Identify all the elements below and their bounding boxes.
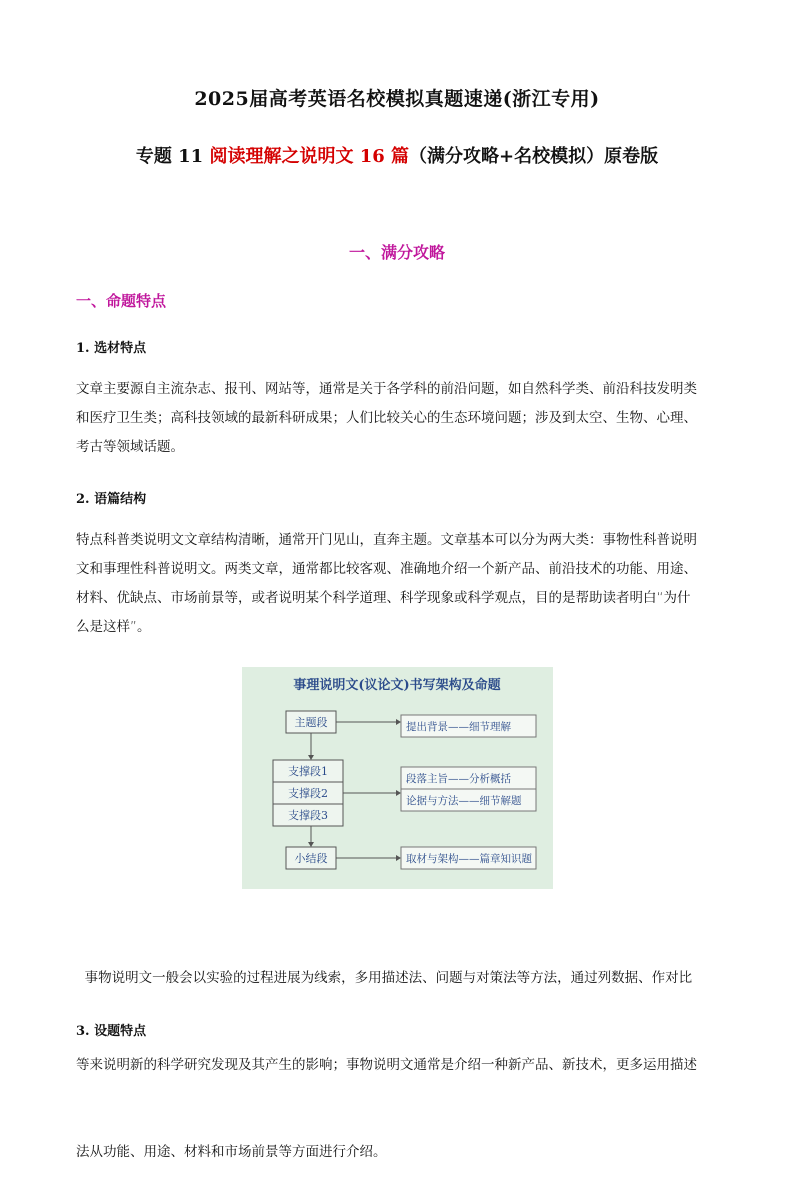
para-line: 么是这样”。 — [76, 619, 151, 635]
box-support-1-label: 支撑段1 — [288, 765, 328, 778]
para-line: 考古等领域话题。 — [76, 439, 184, 455]
arrow-head-right-2 — [396, 790, 401, 796]
paragraph-material — [76, 375, 726, 462]
arrow-head-down-1 — [308, 755, 314, 760]
para-line: 特点科普类说明文文章结构清晰，通常开门见山，直奔主题。文章基本可以分为两大类：事物性科普说明 — [76, 532, 697, 548]
para-line: 事物说明文一般会以实验的过程进展为线索，多用描述法、问题与对策法等方法，通过列数据、作对比 — [76, 970, 693, 986]
box-background-label: 提出背景——细节理解 — [406, 721, 511, 733]
subtitle-highlight: 阅读理解之说明文 16 篇 — [209, 146, 410, 167]
box-support-2-label: 支撑段2 — [288, 787, 328, 800]
para-line: 文和事理性科普说明文。两类文章，通常都比较客观、准确地介绍一个新产品、前沿技术的功能、用途、 — [76, 561, 697, 577]
arrow-head-right-1 — [396, 719, 401, 725]
box-evidence-label: 论据与方法——细节解题 — [406, 795, 522, 807]
box-structure-label: 取材与架构——篇章知识题 — [406, 853, 532, 865]
arrow-head-right-3 — [396, 855, 401, 861]
document-title: 2025届高考英语名校模拟真题速递(浙江专用) — [194, 88, 600, 110]
item-heading-material: 1. 选材特点 — [76, 341, 147, 356]
para-line: 和医疗卫生类；高科技领域的最新科研成果；人们比较关心的生态环境问题；涉及到太空、生物、心理、 — [76, 410, 697, 426]
arrow-head-down-2 — [308, 842, 314, 847]
subtitle-suffix: （满分攻略+名校模拟）原卷版 — [409, 146, 659, 167]
box-theme-label: 主题段 — [294, 716, 328, 729]
diagram-svg — [242, 667, 553, 889]
section-heading-main: 一、满分攻略 — [348, 243, 445, 262]
para-line: 法从功能、用途、材料和市场前景等方面进行介绍。 — [76, 1144, 387, 1160]
structure-diagram — [242, 667, 553, 889]
para-line: 文章主要源自主流杂志、报刊、网站等，通常是关于各学科的前沿问题，如自然科学类、前沿科技发明类 — [76, 381, 697, 397]
subtitle-prefix: 专题 11 — [135, 146, 210, 167]
item-heading-questions: 3. 设题特点 — [76, 1024, 147, 1039]
box-main-idea-label: 段落主旨——分析概括 — [406, 773, 511, 785]
para-line: 等来说明新的科学研究发现及其产生的影响；事物说明文通常是介绍一种新产品、新技术，更多运用描述 — [76, 1057, 697, 1073]
paragraph-structure — [76, 526, 726, 642]
box-support-3-label: 支撑段3 — [288, 809, 328, 822]
item-heading-structure: 2. 语篇结构 — [76, 492, 147, 507]
document-subtitle — [0, 142, 794, 168]
paragraph-after-diagram — [76, 906, 726, 1196]
para-line: 材料、优缺点、市场前景等，或者说明某个科学道理、科学现象或科学观点，目的是帮助读者明白“为什 — [76, 590, 691, 606]
diagram-title: 事理说明文(议论文)书写架构及命题 — [293, 678, 501, 693]
box-summary-label: 小结段 — [294, 852, 328, 865]
section-heading-features: 一、命题特点 — [76, 292, 167, 310]
